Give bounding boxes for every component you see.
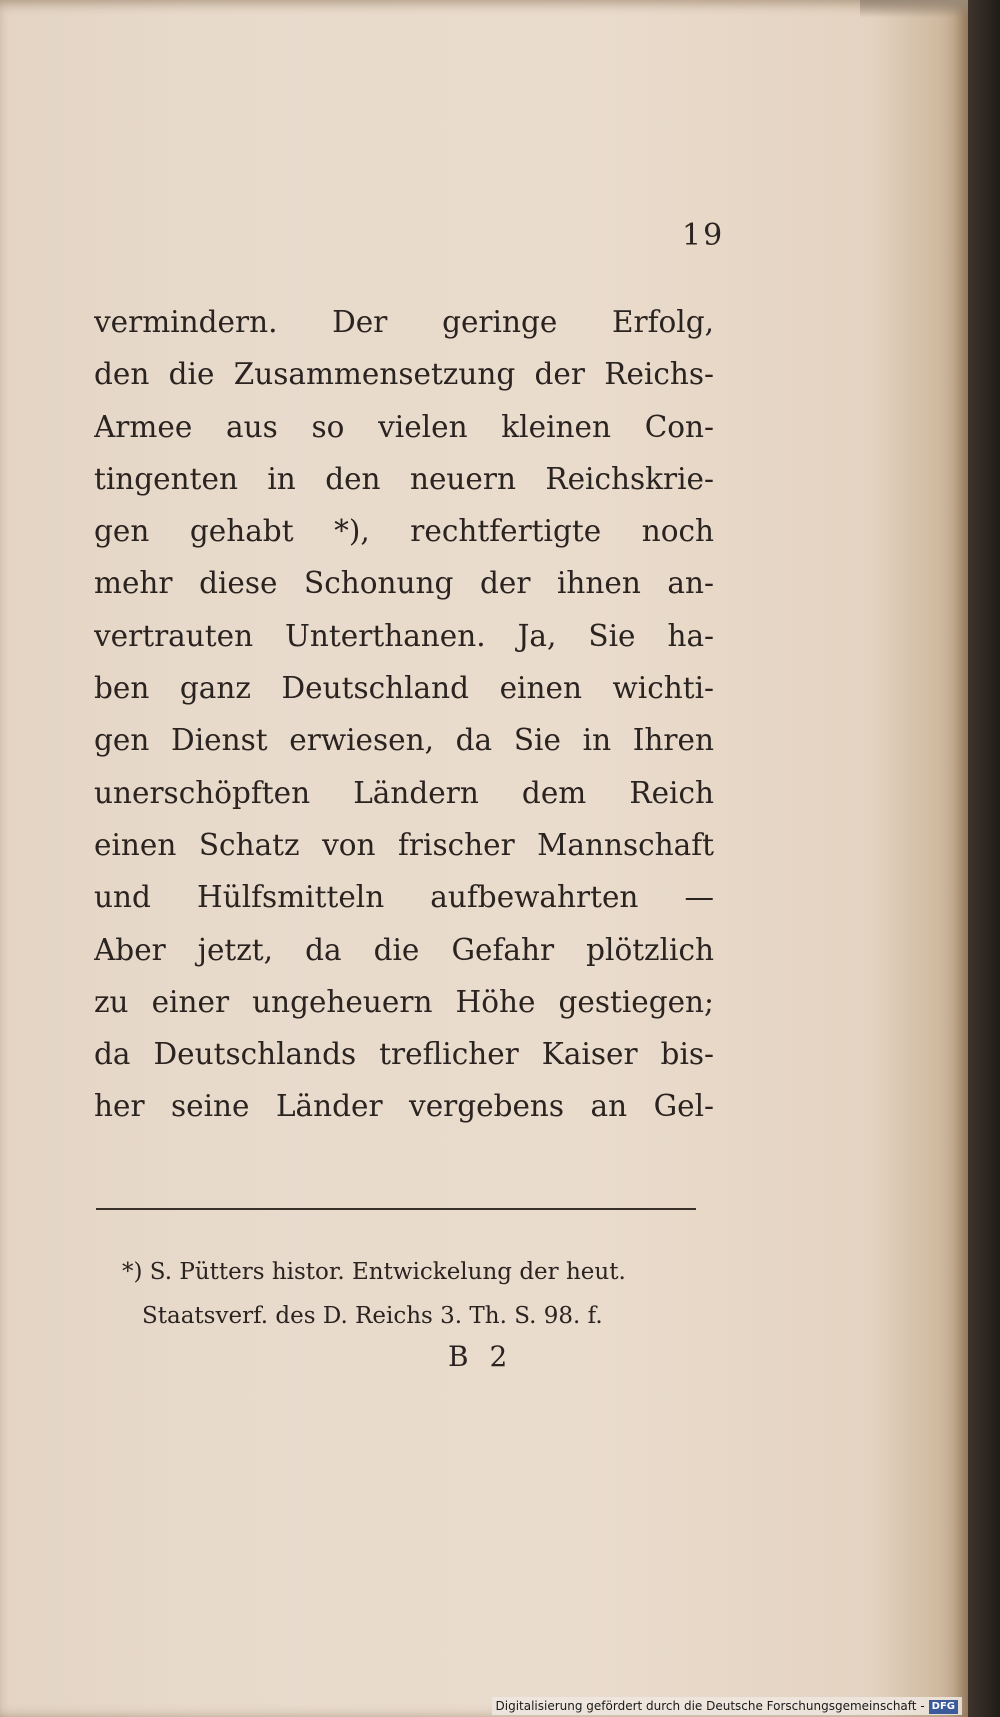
- book-spine: [968, 0, 1000, 1717]
- footnote-line: *) S. Pütters histor. Entwickelung der heut.: [122, 1259, 626, 1285]
- text-line: ben ganz Deutschland einen wichti-: [94, 671, 714, 706]
- text-line: tingenten in den neuern Reichskrie-: [94, 461, 714, 496]
- text-line: und Hülfsmitteln aufbewahrten —: [94, 880, 714, 915]
- text-line: einen Schatz von frischer Mannschaft: [94, 827, 714, 862]
- body-text: [94, 296, 714, 1133]
- signature-mark: B 2: [448, 1340, 514, 1373]
- text-line: Aber jetzt, da die Gefahr plötzlich: [94, 932, 714, 967]
- text-line: Armee aus so vielen kleinen Con-: [94, 409, 714, 444]
- text-line: vertrauten Unterthanen. Ja, Sie ha-: [94, 618, 714, 653]
- page-number: 19: [682, 218, 725, 253]
- text-line: gen Dienst erwiesen, da Sie in Ihren: [94, 723, 714, 758]
- footnote-divider: [96, 1208, 696, 1210]
- text-line: her seine Länder vergebens an Gel-: [94, 1089, 714, 1124]
- footnote-line: Staatsverf. des D. Reichs 3. Th. S. 98. f.: [142, 1303, 603, 1329]
- credit-text: Digitalisierung gefördert durch die Deutsche Forschungsgemeinschaft -: [495, 1699, 925, 1713]
- text-line: da Deutschlands treflicher Kaiser bis-: [94, 1037, 714, 1072]
- digitization-credit: [492, 1697, 963, 1715]
- text-line: gen gehabt *), rechtfertigte noch: [94, 514, 714, 549]
- footnote: [114, 1250, 674, 1338]
- text-line: den die Zusammensetzung der Reichs-: [94, 357, 714, 392]
- text-line: zu einer ungeheuern Höhe gestiegen;: [94, 984, 714, 1019]
- text-line: mehr diese Schonung der ihnen an-: [94, 566, 714, 601]
- page-top-edge: [860, 0, 970, 18]
- dfg-logo: DFG: [929, 1700, 958, 1714]
- text-line: vermindern. Der geringe Erfolg,: [94, 305, 714, 339]
- text-line: unerschöpften Ländern dem Reich: [94, 775, 714, 810]
